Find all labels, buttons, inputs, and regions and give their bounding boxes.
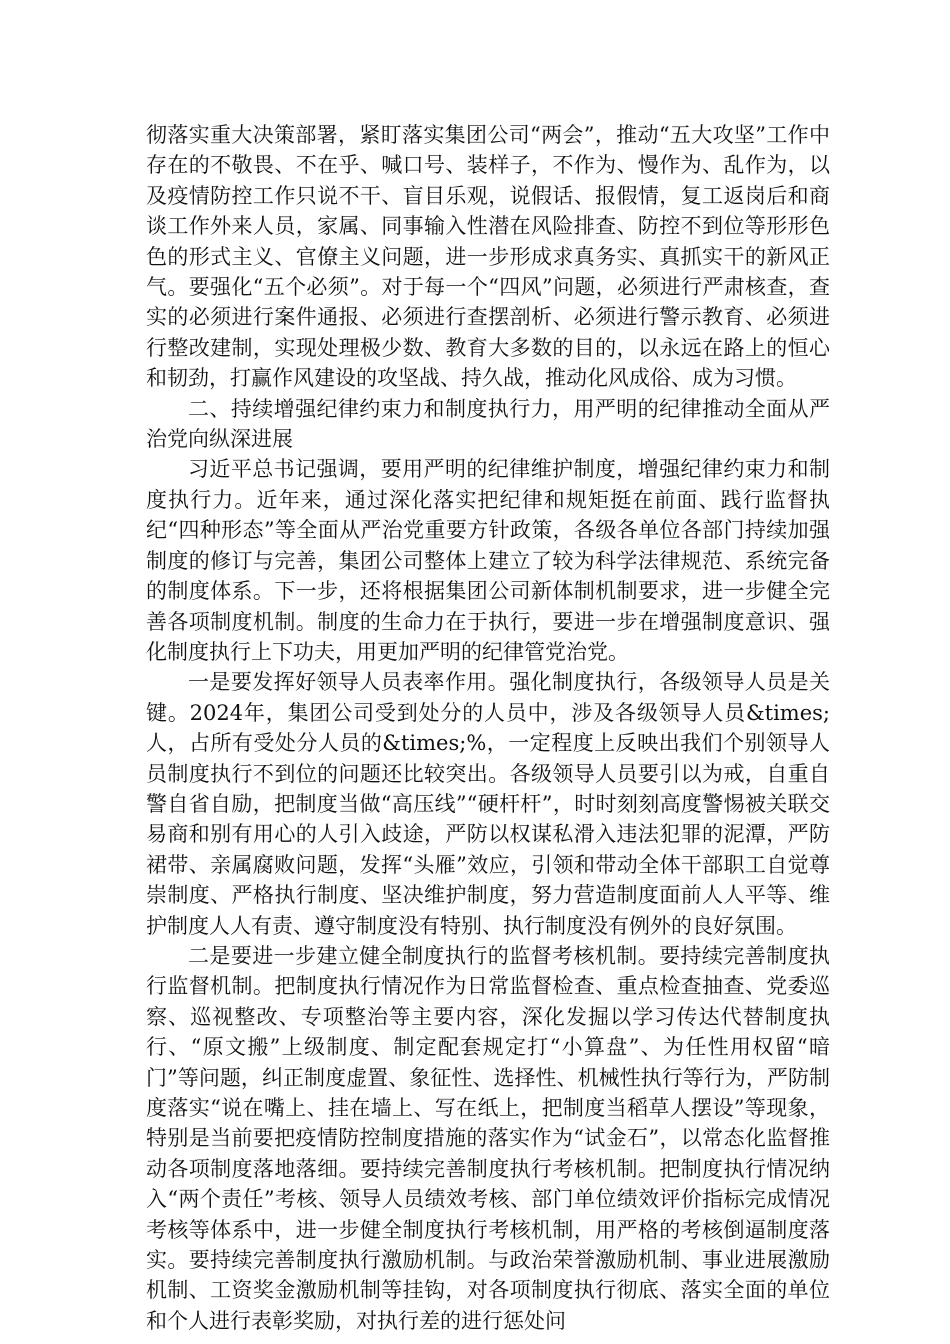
document-page <box>146 120 830 1336</box>
paragraph-supervision-mechanism: 二是要进一步建立健全制度执行的监督考核机制。要持续完善制度执行监督机制。把制度执行情况作为日常监督检查、重点检查抽查、党委巡察、巡视整改、专项整治等主要内容，深化发掘以学习传达代替制度执行、“原文搬”上级制度、制定配套规定打“小算盘”、为任性用权留“暗门”等问题，纠正制度虚置、象征性、选择性、机械性执行等行为，严防制度落实“说在嘴上、挂在墙上、写在纸上，把制度当稻草人摆设”等现象，特别是当前要把疫情防控制度措施的落实作为“试金石”，以常态化监督推动各项制度落地落细。要持续完善制度执行考核机制。把制度执行情况纳入“两个责任”考核、领导人员绩效考核、部门单位绩效评价指标完成情况考核等体系中，进一步健全制度执行考核机制，用严格的考核倒逼制度落实。要持续完善制度执行激励机制。与政治荣誉激励机制、事业进展激励机制、工资奖金激励机制等挂钩，对各项制度执行彻底、落实全面的单位和个人进行表彰奖励，对执行差的进行惩处问 <box>146 943 830 1333</box>
paragraph-work-style: 彻落实重大决策部署，紧盯落实集团公司“两会”，推动“五大攻坚”工作中存在的不敬畏、不在乎、喊口号、装样子，不作为、慢作为、乱作为，以及疫情防控工作只说不干、盲目乐观，说假话、报假情，复工返岗后和商谈工作外来人员，家属、同事输入性潜在风险排查、防控不到位等形形色色的形式主义、官僚主义问题，进一步形成求真务实、真抓实干的新风正气。要强化“五个必须”。对于每一个“四风”问题，必须进行严肃核查，查实的必须进行案件通报、必须进行查摆剖析、必须进行警示教育、必须进行整改建制，实现处理极少数、教育大多数的目的，以永远在路上的恒心和韧劲，打赢作风建设的攻坚战、持久战，推动化风成俗、成为习惯。 <box>146 123 830 391</box>
section-heading-discipline: 二、持续增强纪律约束力和制度执行力，用严明的纪律推动全面从严治党向纵深进展 <box>146 396 830 452</box>
paragraph-discipline-intro: 习近平总书记强调，要用严明的纪律维护制度，增强纪律约束力和制度执行力。近年来，通过深化落实把纪律和规矩挺在前面、践行监督执纪“四种形态”等全面从严治党重要方针政策，各级各单位各部门持续加强制度的修订与完善，集团公司整体上建立了较为科学法律规范、系统完备的制度体系。下一步，还将根据集团公司新体制机制要求，进一步健全完善各项制度机制。制度的生命力在于执行，要进一步在增强制度意识、强化制度执行上下功夫，用更加严明的纪律管党治党。 <box>146 457 830 664</box>
paragraph-leaders-role: 一是要发挥好领导人员表率作用。强化制度执行，各级领导人员是关键。2024年，集团公司受到处分的人员中，涉及各级领导人员&times;人，占所有受处分人员的&times;%，一定程度上反映出我们个别领导人员制度执行不到位的问题还比较突出。各级领导人员要引以为戒，自重自警自省自励，把制度当做“高压线”“硬杆杆”，时时刻刻高度警惕被关联交易商和别有用心的人引入歧途，严防以权谋私滑入违法犯罪的泥潭，严防裙带、亲属腐败问题，发挥“头雁”效应，引领和带动全体干部职工自觉尊崇制度、严格执行制度、坚决维护制度，努力营造制度面前人人平等、维护制度人人有责、遵守制度没有特别、执行制度没有例外的良好氛围。 <box>146 670 830 938</box>
